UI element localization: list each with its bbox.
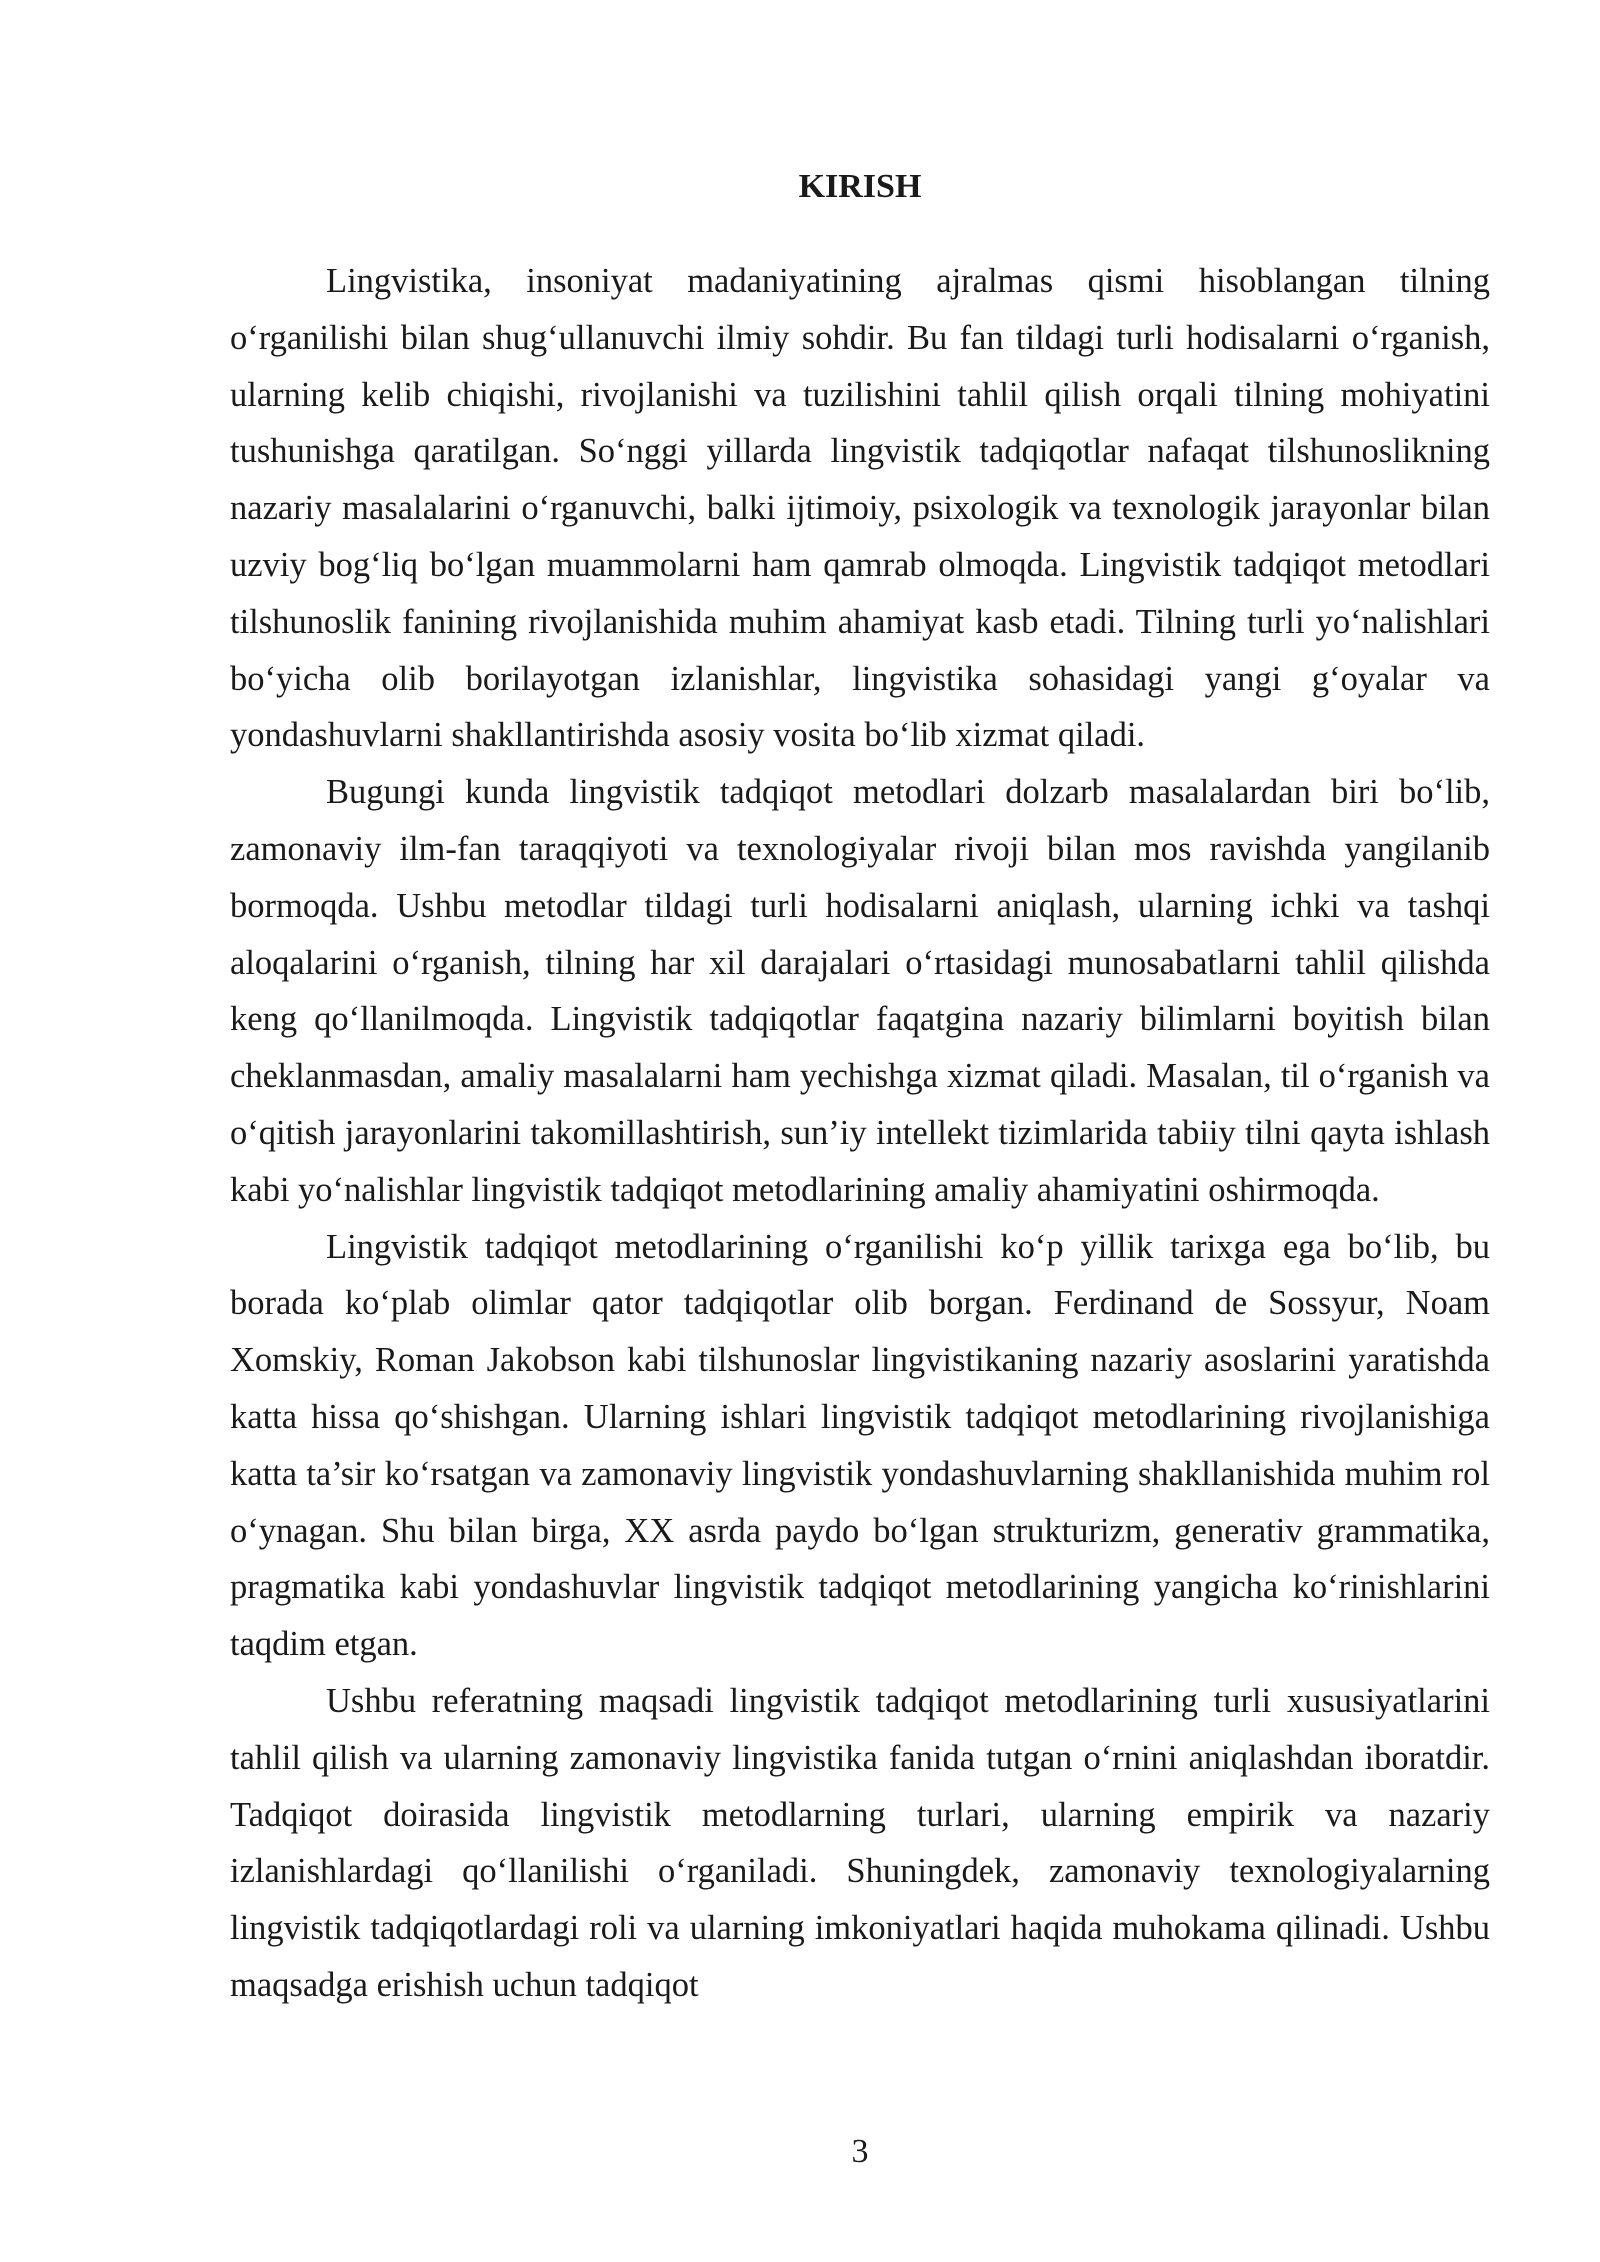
paragraph-3: Lingvistik tadqiqot metodlarining o‘rganilishi ko‘p yillik tarixga ega bo‘lib, bu borada ko‘plab olimlar qator tadqiqotlar olib borgan. Ferdinand de Sossyur, Noam Xomskiy, Roman Jakobson kabi tilshunoslar lingvistikaning nazariy asoslarini yaratishda katta hissa qo‘shishgan. Ularning ishlari lingvistik tadqiqot metodlarining rivojlanishiga katta ta’sir ko‘rsatgan va zamonaviy lingvistik yondashuvlarning shakllanishida muhim rol o‘ynagan. Shu bilan birga, XX asrda paydo bo‘lgan strukturizm, generativ grammatika, pragmatika kabi yondashuvlar lingvistik tadqiqot metodlarining yangicha ko‘rinishlarini taqdim etgan. <box>230 1227 1490 1664</box>
page-title: KIRISH <box>798 168 922 205</box>
page-number: 3 <box>851 2133 869 2170</box>
paragraph-4: Ushbu referatning maqsadi lingvistik tadqiqot metodlarining turli xususiyatlarini tahlil qilish va ularning zamonaviy lingvistika fanida tutgan o‘rnini aniqlashdan iboratdir. Tadqiqot doirasida lingvistik metodlarning turlari, ularning empirik va nazariy izlanishlardagi qo‘llanilishi o‘rganiladi. Shuningdek, zamonaviy texnologiyalarning lingvistik tadqiqotlardagi roli va ularning imkoniyatlari haqida muhokama qilinadi. Ushbu maqsadga erishish uchun tadqiqot <box>230 1681 1490 2004</box>
paragraph-1: Lingvistika, insoniyat madaniyatining ajralmas qismi hisoblangan tilning o‘rganilishi bilan shug‘ullanuvchi ilmiy sohdir. Bu fan tildagi turli hodisalarni o‘rganish, ularning kelib chiqishi, rivojlanishi va tuzilishini tahlil qilish orqali tilning mohiyatini tushunishga qaratilgan. So‘nggi yillarda lingvistik tadqiqotlar nafaqat tilshunoslikning nazariy masalalarini o‘rganuvchi, balki ijtimoiy, psixologik va texnologik jarayonlar bilan uzviy bog‘liq bo‘lgan muammolarni ham qamrab olmoqda. Lingvistik tadqiqot metodlari tilshunoslik fanining rivojlanishida muhim ahamiyat kasb etadi. Tilning turli yo‘nalishlari bo‘yicha olib borilayotgan izlanishlar, lingvistika sohasidagi yangi g‘oyalar va yondashuvlarni shakllantirishda asosiy vosita bo‘lib xizmat qiladi. <box>230 262 1490 755</box>
paragraph-2: Bugungi kunda lingvistik tadqiqot metodlari dolzarb masalalardan biri bo‘lib, zamonaviy ilm-fan taraqqiyoti va texnologiyalar rivoji bilan mos ravishda yangilanib bormoqda. Ushbu metodlar tildagi turli hodisalarni aniqlash, ularning ichki va tashqi aloqalarini o‘rganish, tilning har xil darajalari o‘rtasidagi munosabatlarni tahlil qilishda keng qo‘llanilmoqda. Lingvistik tadqiqotlar faqatgina nazariy bilimlarni boyitish bilan cheklanmasdan, amaliy masalalarni ham yechishga xizmat qiladi. Masalan, til o‘rganish va o‘qitish jarayonlarini takomillashtirish, sun’iy intellekt tizimlarida tabiiy tilni qayta ishlash kabi yo‘nalishlar lingvistik tadqiqot metodlarining amaliy ahamiyatini oshirmoqda. <box>230 773 1490 1209</box>
body-text <box>230 253 1490 2014</box>
